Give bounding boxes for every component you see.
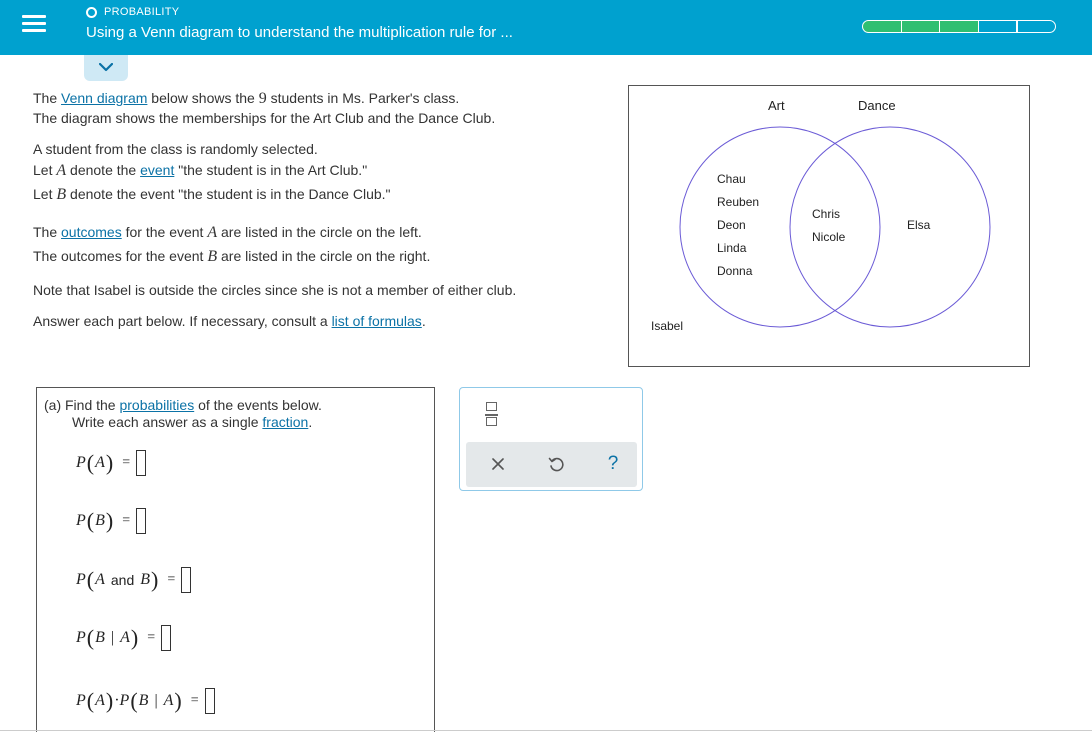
text: of the events below. <box>194 397 322 413</box>
text: below shows the <box>147 90 259 106</box>
problem-line <box>33 162 367 180</box>
p-symbol: P <box>76 692 86 709</box>
text: The <box>33 224 62 240</box>
close-icon[interactable] <box>485 451 511 477</box>
progress-segment <box>1016 20 1056 33</box>
set-label-dance: Dance <box>858 98 896 113</box>
equation-p-a-times-p-b-given-a <box>76 688 215 714</box>
category-label: PROBABILITY <box>104 6 180 18</box>
text: students in Ms. Parker's class. <box>266 90 460 106</box>
p-symbol: P <box>119 692 130 709</box>
fraction-bar <box>485 414 498 416</box>
circle-dance <box>790 127 990 327</box>
paren: ( <box>86 508 95 533</box>
equals-sign: = <box>167 572 176 587</box>
problem-line <box>33 313 426 329</box>
answer-input-product[interactable] <box>205 688 215 714</box>
given-bar: | <box>110 629 115 646</box>
fraction-link[interactable]: fraction <box>262 414 309 430</box>
problem-line <box>33 186 391 204</box>
venn-diagram <box>628 85 1030 367</box>
p-symbol: P <box>76 454 86 471</box>
equals-sign: = <box>147 630 156 645</box>
text: Let <box>33 186 57 202</box>
text: "the student is in the Art Club." <box>174 162 368 178</box>
text: Answer each part below. If necessary, consult a <box>33 313 332 329</box>
venn-circles <box>629 86 1029 366</box>
text: Write each answer as a single <box>72 414 263 430</box>
event-symbol: A <box>120 629 130 646</box>
instruction-line <box>44 397 322 413</box>
event-link[interactable]: event <box>140 162 175 178</box>
text: denote the event "the student is in the Dance Club." <box>66 186 391 202</box>
outcome-name: Chris <box>812 207 841 221</box>
progress-segment <box>978 20 1018 33</box>
paren: ) <box>130 625 139 650</box>
paren: ) <box>105 508 114 533</box>
p-symbol: P <box>76 571 86 588</box>
outcome-name: Deon <box>717 218 746 232</box>
answer-input-p-b[interactable] <box>136 508 146 534</box>
probabilities-link[interactable]: probabilities <box>119 397 195 413</box>
equals-sign: = <box>122 513 131 528</box>
topic-title: Using a Venn diagram to understand the multiplication rule for ... <box>86 24 513 41</box>
student-count: 9 <box>258 90 267 107</box>
text: are listed in the circle on the left. <box>217 224 422 240</box>
fraction-denominator-box <box>486 417 497 426</box>
answer-input-p-a-and-b[interactable] <box>181 567 191 593</box>
event-symbol: A <box>163 692 174 709</box>
outcome-name: Isabel <box>651 319 684 333</box>
equation-p-b <box>76 508 146 534</box>
math-tool-panel <box>459 387 643 491</box>
given-bar: | <box>154 692 158 709</box>
paren: ( <box>86 688 95 713</box>
text: for the event <box>121 224 208 240</box>
fraction-icon[interactable] <box>485 402 499 428</box>
event-symbol: A <box>95 454 105 471</box>
progress-segment <box>901 20 941 33</box>
variable-b: B <box>56 186 67 203</box>
paren: ( <box>86 450 95 475</box>
outcome-name: Reuben <box>717 195 760 209</box>
set-label-art: Art <box>768 98 785 113</box>
problem-line <box>33 248 430 266</box>
outcomes-link[interactable]: outcomes <box>61 224 122 240</box>
problem-line: A student from the class is randomly selected. <box>33 141 318 157</box>
problem-line: Note that Isabel is outside the circles since she is not a member of either club. <box>33 282 517 298</box>
paren: ) <box>105 450 114 475</box>
event-symbol: B <box>140 571 151 588</box>
event-symbol: A <box>95 692 105 709</box>
equals-sign: = <box>122 455 131 470</box>
progress-segment <box>862 20 902 33</box>
text: denote the <box>66 162 141 178</box>
event-symbol: B <box>138 692 149 709</box>
outcome-name: Nicole <box>812 230 846 244</box>
paren: ( <box>86 567 95 592</box>
tool-button-row <box>466 442 637 487</box>
answer-panel <box>36 387 435 732</box>
chevron-down-icon <box>99 63 113 72</box>
venn-diagram-link[interactable]: Venn diagram <box>61 90 148 106</box>
paren: ( <box>86 625 95 650</box>
list-of-formulas-link[interactable]: list of formulas <box>331 313 422 329</box>
circle-icon <box>86 7 97 18</box>
outcome-name: Donna <box>717 264 753 278</box>
answer-input-p-b-given-a[interactable] <box>161 625 171 651</box>
problem-line <box>33 224 422 242</box>
paren: ) <box>151 567 159 592</box>
divider <box>0 730 1092 731</box>
text: The outcomes for the event <box>33 248 208 264</box>
text: (a) Find the <box>44 397 120 413</box>
text: . <box>421 313 426 329</box>
equation-p-a <box>76 450 146 476</box>
p-symbol: P <box>76 512 86 529</box>
equation-p-b-given-a <box>76 625 171 651</box>
progress-segment <box>939 20 979 33</box>
paren: ( <box>130 688 138 713</box>
fraction-numerator-box <box>486 402 497 411</box>
text: are listed in the circle on the right. <box>217 248 431 264</box>
outcome-name: Elsa <box>907 218 931 232</box>
event-symbol: A <box>95 571 105 588</box>
outcome-name: Linda <box>717 241 747 255</box>
event-symbol: B <box>95 629 105 646</box>
and-word: and <box>110 572 135 588</box>
variable-a: A <box>56 162 67 179</box>
event-symbol: B <box>95 512 105 529</box>
expand-button[interactable] <box>84 55 128 81</box>
paren: ) <box>174 688 182 713</box>
p-symbol: P <box>76 629 86 646</box>
text: The <box>33 90 62 106</box>
undo-icon[interactable] <box>543 451 569 477</box>
outcome-name: Chau <box>717 172 746 186</box>
help-button[interactable]: ? <box>607 453 619 474</box>
instruction-line <box>72 414 312 430</box>
topic-category <box>86 6 179 18</box>
multiply-dot: · <box>114 692 120 709</box>
problem-line <box>33 90 459 108</box>
progress-bar <box>862 20 1056 33</box>
equals-sign: = <box>190 693 199 708</box>
problem-line: The diagram shows the memberships for the Art Club and the Dance Club. <box>33 110 496 126</box>
variable-a: A <box>207 224 218 241</box>
paren: ) <box>105 688 114 713</box>
text: Let <box>33 162 57 178</box>
circle-art <box>680 127 880 327</box>
answer-input-p-a[interactable] <box>136 450 146 476</box>
variable-b: B <box>207 248 218 265</box>
top-bar <box>0 0 1092 55</box>
equation-p-a-and-b <box>76 567 191 593</box>
hamburger-menu-icon[interactable] <box>22 13 46 35</box>
text: . <box>308 414 313 430</box>
